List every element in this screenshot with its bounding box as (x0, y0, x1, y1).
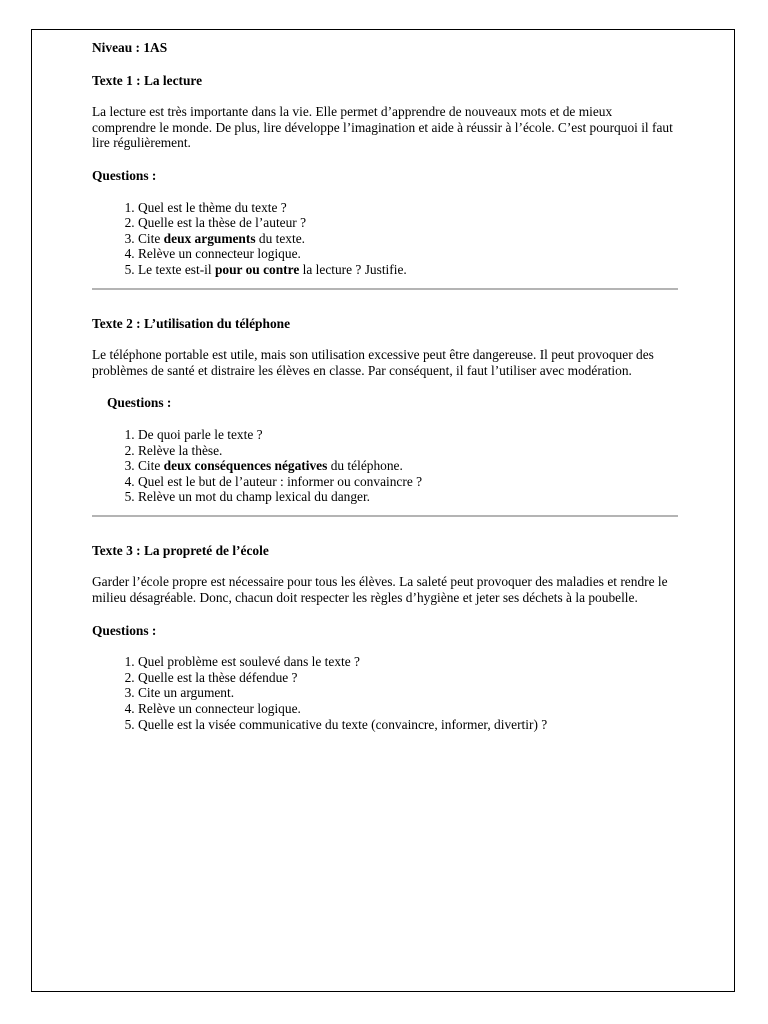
question-item: 3. Cite deux arguments du texte. (138, 231, 678, 247)
section-2-questions-label: Questions : (107, 395, 172, 411)
level-label: Niveau : 1AS (92, 40, 168, 55)
question-item: 5. Relève un mot du champ lexical du danger. (138, 489, 678, 505)
question-item: 2. Relève la thèse. (138, 443, 678, 459)
question-item: 1. Quel problème est soulevé dans le texte ? (138, 654, 678, 670)
question-item: 5. Quelle est la visée communicative du texte (convaincre, informer, divertir) ? (138, 717, 678, 733)
question-item: 4. Relève un connecteur logique. (138, 246, 678, 262)
page-border (31, 29, 735, 992)
section-3-questions (92, 654, 678, 732)
section-3-title: Texte 3 : La propreté de l’école (92, 542, 269, 558)
question-item: 4. Relève un connecteur logique. (138, 701, 678, 717)
question-item: 4. Quel est le but de l’auteur : informer ou convaincre ? (138, 474, 678, 490)
question-item: 2. Quelle est la thèse défendue ? (138, 670, 678, 686)
question-item: 3. Cite deux conséquences négatives du téléphone. (138, 458, 678, 474)
question-item: 5. Le texte est-il pour ou contre la lecture ? Justifie. (138, 262, 678, 278)
section-3-questions-label: Questions : (92, 622, 157, 638)
section-2-questions (92, 427, 678, 505)
section-2-text: Le téléphone portable est utile, mais son utilisation excessive peut être dangereuse. Il peut provoquer des problèmes de santé et distraire les élèves en classe. Par conséquent, il faut l’utiliser avec modération. (92, 347, 654, 378)
section-3-text: Garder l’école propre est nécessaire pour tous les élèves. La saleté peut provoquer des maladies et rendre le milieu désagréable. Donc, chacun doit respecter les règles d’hygiène et jeter ses déchets à la poubelle. (92, 574, 668, 606)
question-item: 3. Cite un argument. (138, 685, 678, 701)
document-content (92, 40, 678, 732)
section-2-title: Texte 2 : L’utilisation du téléphone (92, 315, 291, 331)
section-1-text: La lecture est très importante dans la vie. Elle permet d’apprendre de nouveaux mots et de mieux comprendre le monde. De plus, lire développe l’imagination et aide à réussir à l’école. C’est pourquoi il faut lire régulièrement. (92, 104, 673, 151)
section-1-questions (92, 200, 678, 278)
question-item: 1. Quel est le thème du texte ? (138, 200, 678, 216)
section-1-questions-label: Questions : (92, 167, 157, 183)
question-item: 1. De quoi parle le texte ? (138, 427, 678, 443)
section-1-title: Texte 1 : La lecture (92, 72, 203, 88)
question-item: 2. Quelle est la thèse de l’auteur ? (138, 215, 678, 231)
